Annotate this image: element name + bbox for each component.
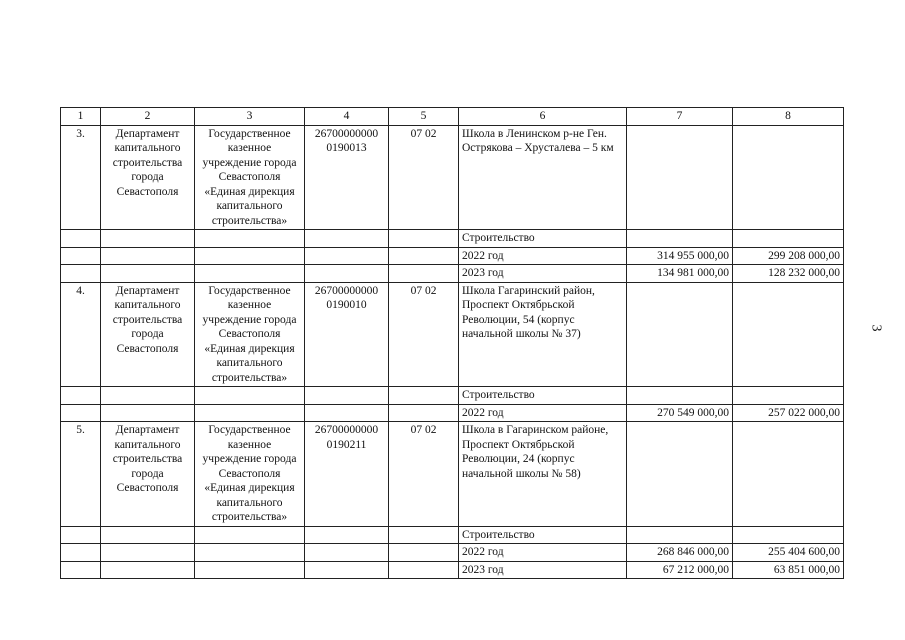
amount-col8: 255 404 600,00	[733, 544, 844, 562]
col-header: 7	[627, 108, 733, 126]
col-header: 4	[305, 108, 389, 126]
code: 26700000000 0190013	[305, 125, 389, 230]
col-header: 6	[459, 108, 627, 126]
table-row	[61, 230, 844, 248]
empty-cell	[733, 422, 844, 527]
object-name: Школа в Гагаринском районе, Проспект Октябрьской Революции, 24 (корпус начальной школы № 58)	[459, 422, 627, 527]
year-label: 2022 год	[459, 544, 627, 562]
section-code: 07 02	[389, 282, 459, 387]
table-row	[61, 544, 844, 562]
table-row	[61, 404, 844, 422]
amount-col8: 63 851 000,00	[733, 561, 844, 579]
col-header: 3	[195, 108, 305, 126]
code: 26700000000 0190211	[305, 422, 389, 527]
empty-cell	[733, 125, 844, 230]
organization: Государственное казенное учреждение города Севастополя «Единая дирекция капитального строительства»	[195, 282, 305, 387]
work-kind: Строительство	[459, 526, 627, 544]
empty-cell	[627, 282, 733, 387]
empty-cell	[627, 422, 733, 527]
organization: Государственное казенное учреждение города Севастополя «Единая дирекция капитального строительства»	[195, 125, 305, 230]
table-row	[61, 282, 844, 387]
amount-col8: 299 208 000,00	[733, 247, 844, 265]
year-label: 2022 год	[459, 247, 627, 265]
amount-col7: 270 549 000,00	[627, 404, 733, 422]
amount-col7: 268 846 000,00	[627, 544, 733, 562]
section-code: 07 02	[389, 422, 459, 527]
amount-col7: 314 955 000,00	[627, 247, 733, 265]
header-row	[61, 108, 844, 126]
budget-table	[60, 107, 844, 579]
section-code: 07 02	[389, 125, 459, 230]
organization: Государственное казенное учреждение города Севастополя «Единая дирекция капитального строительства»	[195, 422, 305, 527]
row-number: 4.	[61, 282, 101, 387]
year-label: 2023 год	[459, 561, 627, 579]
year-label: 2023 год	[459, 265, 627, 283]
empty-cell	[733, 282, 844, 387]
department: Департамент капитального строительства города Севастополя	[101, 125, 195, 230]
code: 26700000000 0190010	[305, 282, 389, 387]
col-header: 5	[389, 108, 459, 126]
amount-col8: 257 022 000,00	[733, 404, 844, 422]
table-row	[61, 387, 844, 405]
object-name: Школа в Ленинском р-не Ген. Острякова – Хрусталева – 5 км	[459, 125, 627, 230]
table-row	[61, 422, 844, 527]
amount-col7: 134 981 000,00	[627, 265, 733, 283]
row-number: 3.	[61, 125, 101, 230]
table-row	[61, 125, 844, 230]
col-header: 1	[61, 108, 101, 126]
work-kind: Строительство	[459, 387, 627, 405]
amount-col8: 128 232 000,00	[733, 265, 844, 283]
table-row	[61, 561, 844, 579]
object-name: Школа Гагаринский район, Проспект Октябрьской Революции, 54 (корпус начальной школы № 37)	[459, 282, 627, 387]
department: Департамент капитального строительства города Севастополя	[101, 282, 195, 387]
row-number: 5.	[61, 422, 101, 527]
col-header: 2	[101, 108, 195, 126]
table-row	[61, 247, 844, 265]
table-row	[61, 265, 844, 283]
work-kind: Строительство	[459, 230, 627, 248]
table-row	[61, 526, 844, 544]
col-header: 8	[733, 108, 844, 126]
department: Департамент капитального строительства города Севастополя	[101, 422, 195, 527]
empty-cell	[627, 125, 733, 230]
page-number: 3	[868, 324, 884, 332]
year-label: 2022 год	[459, 404, 627, 422]
amount-col7: 67 212 000,00	[627, 561, 733, 579]
